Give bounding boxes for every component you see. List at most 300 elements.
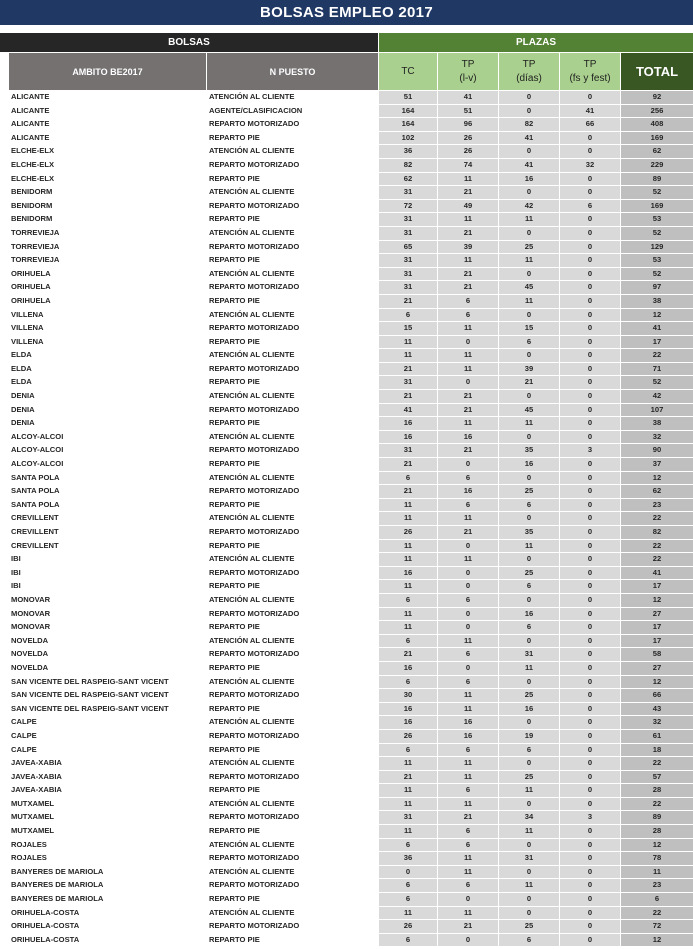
tc-cell: 31 [379, 186, 437, 199]
ambito-cell: BANYERES DE MARIOLA [11, 894, 104, 904]
tp-dias-cell: 31 [499, 852, 559, 865]
total-cell: 11 [621, 866, 693, 879]
tp-dias-cell: 16 [499, 173, 559, 186]
ambito-cell: MUTXAMEL [11, 798, 55, 808]
tp-fs-cell: 0 [560, 730, 620, 743]
tp-lv-cell: 21 [438, 186, 498, 199]
tc-cell: 31 [379, 213, 437, 226]
total-cell: 89 [621, 811, 693, 824]
tp-dias-cell: 11 [499, 213, 559, 226]
total-cell: 22 [621, 553, 693, 566]
table-row [0, 268, 693, 282]
tc-cell: 11 [379, 499, 437, 512]
tc-cell: 31 [379, 227, 437, 240]
tp-lv-cell: 0 [438, 540, 498, 553]
total-cell: 12 [621, 472, 693, 485]
ambito-cell: BENIDORM [11, 200, 53, 210]
tp-fs-cell: 0 [560, 186, 620, 199]
table-row [0, 648, 693, 662]
puesto-cell: REPARTO MOTORIZADO [209, 608, 300, 618]
tp-fs-cell: 0 [560, 322, 620, 335]
total-cell: 32 [621, 431, 693, 444]
tp-fs-cell: 0 [560, 363, 620, 376]
total-cell: 22 [621, 540, 693, 553]
puesto-cell: REPARTO PIE [209, 132, 260, 142]
table-row [0, 553, 693, 567]
puesto-cell: REPARTO MOTORIZADO [209, 282, 300, 292]
total-cell: 58 [621, 648, 693, 661]
tp-fs-cell: 0 [560, 934, 620, 947]
total-cell: 169 [621, 132, 693, 145]
ambito-cell: MUTXAMEL [11, 812, 55, 822]
tp-lv-cell: 0 [438, 934, 498, 947]
ambito-cell: SANTA POLA [11, 486, 60, 496]
tp-lv-cell: 26 [438, 145, 498, 158]
tp-lv-cell: 6 [438, 309, 498, 322]
tc-cell: 16 [379, 431, 437, 444]
puesto-cell: REPARTO PIE [209, 336, 260, 346]
ambito-cell: NOVELDA [11, 649, 49, 659]
tp-lv-cell: 0 [438, 567, 498, 580]
tp-lv-cell: 21 [438, 920, 498, 933]
tc-cell: 31 [379, 444, 437, 457]
tp-dias-cell: 35 [499, 526, 559, 539]
puesto-cell: REPARTO PIE [209, 894, 260, 904]
tp-lv-cell: 11 [438, 349, 498, 362]
tc-cell: 41 [379, 404, 437, 417]
tc-cell: 31 [379, 254, 437, 267]
tp-lv-cell: 6 [438, 594, 498, 607]
tp-lv-cell: 74 [438, 159, 498, 172]
tp-dias-cell: 39 [499, 363, 559, 376]
tc-cell: 11 [379, 825, 437, 838]
tp-fs-cell: 0 [560, 241, 620, 254]
ambito-column-header: AMBITO BE2017 [9, 53, 206, 90]
tc-cell: 11 [379, 757, 437, 770]
tc-cell: 11 [379, 540, 437, 553]
tc-cell: 31 [379, 376, 437, 389]
tp-fs-cell: 0 [560, 173, 620, 186]
tc-cell: 62 [379, 173, 437, 186]
total-cell: 89 [621, 173, 693, 186]
tc-cell: 6 [379, 676, 437, 689]
tp-fs-cell: 0 [560, 295, 620, 308]
table-row [0, 458, 693, 472]
ambito-cell: ORIHUELA-COSTA [11, 934, 80, 944]
tc-cell: 51 [379, 91, 437, 104]
table-row [0, 105, 693, 119]
tp-lv-cell: 6 [438, 676, 498, 689]
tp-dias-cell: 0 [499, 91, 559, 104]
tp-dias-cell: 16 [499, 703, 559, 716]
tp-lv-cell: 6 [438, 648, 498, 661]
tp-dias-cell: 11 [499, 825, 559, 838]
table-row [0, 526, 693, 540]
tc-cell: 164 [379, 105, 437, 118]
npuesto-column-header: N PUESTO [207, 53, 378, 90]
tp-lv-cell: 41 [438, 91, 498, 104]
tp-fs-cell: 0 [560, 281, 620, 294]
puesto-cell: REPARTO MOTORIZADO [209, 486, 300, 496]
tp-lv-cell: 0 [438, 336, 498, 349]
total-cell: 22 [621, 757, 693, 770]
tp-lv-column-header: TP (l-v) [438, 53, 498, 90]
table-row [0, 363, 693, 377]
table-row [0, 703, 693, 717]
tc-cell: 0 [379, 866, 437, 879]
tp-lv-cell: 11 [438, 866, 498, 879]
tp-fs-cell: 0 [560, 635, 620, 648]
ambito-cell: MUTXAMEL [11, 826, 55, 836]
table-row [0, 213, 693, 227]
total-cell: 28 [621, 784, 693, 797]
tp-lv-cell: 6 [438, 839, 498, 852]
tc-cell: 11 [379, 621, 437, 634]
table-row [0, 499, 693, 513]
ambito-cell: ELDA [11, 363, 32, 373]
tp-fs-cell: 0 [560, 91, 620, 104]
table-row [0, 349, 693, 363]
puesto-cell: REPARTO PIE [209, 255, 260, 265]
tp-fs-cell: 0 [560, 132, 620, 145]
tp-fs-cell: 32 [560, 159, 620, 172]
tp-lv-cell: 39 [438, 241, 498, 254]
puesto-cell: REPARTO PIE [209, 173, 260, 183]
tc-cell: 6 [379, 472, 437, 485]
total-cell: 12 [621, 934, 693, 947]
tp-lv-cell: 16 [438, 431, 498, 444]
total-cell: 38 [621, 417, 693, 430]
puesto-cell: REPARTO PIE [209, 703, 260, 713]
tp-lv-cell: 21 [438, 227, 498, 240]
tp-lv-cell: 6 [438, 825, 498, 838]
tp-lv-cell: 11 [438, 907, 498, 920]
tp-lv-cell: 0 [438, 893, 498, 906]
tc-cell: 11 [379, 553, 437, 566]
table-row [0, 145, 693, 159]
ambito-cell: SAN VICENTE DEL RASPEIG-SANT VICENT [11, 690, 169, 700]
tp-fs-cell: 0 [560, 648, 620, 661]
ambito-cell: NOVELDA [11, 635, 49, 645]
puesto-cell: ATENCIÓN AL CLIENTE [209, 717, 295, 727]
tp-dias-cell: 0 [499, 757, 559, 770]
tc-column-header: TC [379, 53, 437, 90]
puesto-cell: ATENCIÓN AL CLIENTE [209, 268, 295, 278]
tp-fs-cell: 0 [560, 458, 620, 471]
tp-dias-cell: 15 [499, 322, 559, 335]
puesto-cell: REPARTO MOTORIZADO [209, 853, 300, 863]
tp-fs-cell: 0 [560, 676, 620, 689]
total-cell: 82 [621, 526, 693, 539]
tc-cell: 72 [379, 200, 437, 213]
puesto-cell: REPARTO PIE [209, 744, 260, 754]
tc-cell: 21 [379, 363, 437, 376]
tp-lv-cell: 6 [438, 472, 498, 485]
table-row [0, 662, 693, 676]
tp-dias-cell: 41 [499, 132, 559, 145]
puesto-cell: REPARTO MOTORIZADO [209, 567, 300, 577]
ambito-cell: VILLENA [11, 309, 44, 319]
table-row [0, 621, 693, 635]
table-row [0, 676, 693, 690]
table-row [0, 186, 693, 200]
tp-dias-cell: 6 [499, 621, 559, 634]
tp-lv-cell: 11 [438, 173, 498, 186]
table-row [0, 920, 693, 934]
total-cell: 17 [621, 580, 693, 593]
puesto-cell: REPARTO PIE [209, 214, 260, 224]
table-row [0, 689, 693, 703]
total-cell: 12 [621, 309, 693, 322]
tp-lv-cell: 6 [438, 784, 498, 797]
ambito-cell: SAN VICENTE DEL RASPEIG-SANT VICENT [11, 676, 169, 686]
ambito-cell: SANTA POLA [11, 499, 60, 509]
tp-fs-cell: 0 [560, 567, 620, 580]
table-row [0, 744, 693, 758]
puesto-cell: REPARTO MOTORIZADO [209, 363, 300, 373]
total-cell: 229 [621, 159, 693, 172]
tp-fs-cell: 41 [560, 105, 620, 118]
tc-cell: 6 [379, 893, 437, 906]
ambito-cell: MONOVAR [11, 622, 51, 632]
tc-cell: 16 [379, 662, 437, 675]
tp-fs-cell: 0 [560, 771, 620, 784]
tp-fs-cell: 0 [560, 920, 620, 933]
tp-dias-cell: 6 [499, 744, 559, 757]
ambito-cell: ELDA [11, 350, 32, 360]
tp-fs-cell: 0 [560, 268, 620, 281]
tp-dias-cell: 0 [499, 553, 559, 566]
tp-lv-cell: 11 [438, 213, 498, 226]
tc-cell: 11 [379, 336, 437, 349]
tc-cell: 36 [379, 852, 437, 865]
tp-fs-cell: 0 [560, 662, 620, 675]
ambito-cell: ORIHUELA-COSTA [11, 907, 80, 917]
tp-dias-cell: 11 [499, 295, 559, 308]
puesto-cell: REPARTO PIE [209, 934, 260, 944]
total-cell: 38 [621, 295, 693, 308]
ambito-cell: TORREVIEJA [11, 255, 60, 265]
tp-dias-column-header: TP (días) [499, 53, 559, 90]
ambito-cell: CALPE [11, 730, 37, 740]
tp-fs-cell: 0 [560, 689, 620, 702]
table-row [0, 227, 693, 241]
tp-dias-cell: 0 [499, 512, 559, 525]
ambito-cell: ELCHE-ELX [11, 146, 55, 156]
tp-dias-cell: 0 [499, 309, 559, 322]
tp-fs-cell: 0 [560, 798, 620, 811]
ambito-cell: ALCOY-ALCOI [11, 445, 64, 455]
ambito-cell: IBI [11, 567, 21, 577]
puesto-cell: ATENCIÓN AL CLIENTE [209, 92, 295, 101]
tp-lv-cell: 21 [438, 390, 498, 403]
puesto-cell: REPARTO MOTORIZADO [209, 649, 300, 659]
table-row [0, 934, 693, 948]
puesto-cell: REPARTO PIE [209, 295, 260, 305]
tp-lv-cell: 26 [438, 132, 498, 145]
puesto-cell: REPARTO PIE [209, 581, 260, 591]
table-row [0, 879, 693, 893]
tp-fs-cell: 0 [560, 499, 620, 512]
total-cell: 78 [621, 852, 693, 865]
ambito-cell: DENIA [11, 418, 35, 428]
tc-cell: 21 [379, 295, 437, 308]
total-cell: 97 [621, 281, 693, 294]
table-body [0, 91, 693, 947]
puesto-cell: REPARTO PIE [209, 785, 260, 795]
tp-lv-cell: 0 [438, 458, 498, 471]
tc-cell: 11 [379, 580, 437, 593]
total-cell: 41 [621, 567, 693, 580]
tp-lv-cell: 21 [438, 281, 498, 294]
tc-cell: 21 [379, 771, 437, 784]
table-row [0, 907, 693, 921]
tp-dias-cell: 11 [499, 879, 559, 892]
puesto-cell: REPARTO PIE [209, 418, 260, 428]
tp-fs-cell: 0 [560, 757, 620, 770]
ambito-cell: ALCOY-ALCOI [11, 431, 64, 441]
tp-fs-cell: 0 [560, 145, 620, 158]
ambito-cell: ROJALES [11, 853, 47, 863]
tp-lv-cell: 11 [438, 417, 498, 430]
ambito-cell: BENIDORM [11, 187, 53, 197]
tp-fs-cell: 0 [560, 309, 620, 322]
tp-fs-cell: 0 [560, 417, 620, 430]
ambito-cell: TORREVIEJA [11, 241, 60, 251]
tp-dias-cell: 25 [499, 771, 559, 784]
puesto-cell: ATENCIÓN AL CLIENTE [209, 635, 295, 645]
tp-lv-cell: 21 [438, 268, 498, 281]
tp-lv-cell: 11 [438, 703, 498, 716]
tc-cell: 11 [379, 784, 437, 797]
puesto-cell: REPARTO PIE [209, 499, 260, 509]
ambito-cell: CALPE [11, 717, 37, 727]
tp-dias-cell: 0 [499, 839, 559, 852]
ambito-cell: ALCOY-ALCOI [11, 459, 64, 469]
total-cell: 41 [621, 322, 693, 335]
total-cell: 23 [621, 879, 693, 892]
table-row [0, 852, 693, 866]
tp-fs-cell: 0 [560, 716, 620, 729]
tp-lv-cell: 0 [438, 662, 498, 675]
tp-dias-cell: 0 [499, 907, 559, 920]
puesto-cell: REPARTO PIE [209, 459, 260, 469]
tp-fs-cell: 0 [560, 254, 620, 267]
tp-dias-cell: 11 [499, 540, 559, 553]
tp-fs-cell: 0 [560, 404, 620, 417]
tp-fs-cell: 0 [560, 540, 620, 553]
tp-dias-cell: 0 [499, 186, 559, 199]
total-cell: 27 [621, 662, 693, 675]
tp-dias-cell: 0 [499, 893, 559, 906]
tp-dias-cell: 6 [499, 499, 559, 512]
ambito-cell: SANTA POLA [11, 472, 60, 482]
tp-fs-cell: 0 [560, 336, 620, 349]
tp-fs-cell: 3 [560, 444, 620, 457]
total-cell: 37 [621, 458, 693, 471]
tp-lv-cell: 21 [438, 404, 498, 417]
puesto-cell: REPARTO MOTORIZADO [209, 445, 300, 455]
total-cell: 43 [621, 703, 693, 716]
tp-dias-cell: 0 [499, 594, 559, 607]
tp-fs-cell: 0 [560, 866, 620, 879]
puesto-cell: ATENCIÓN AL CLIENTE [209, 350, 295, 360]
table-row [0, 390, 693, 404]
puesto-cell: ATENCIÓN AL CLIENTE [209, 758, 295, 768]
total-cell: 6 [621, 893, 693, 906]
table-row [0, 404, 693, 418]
table-row [0, 200, 693, 214]
total-cell: 62 [621, 485, 693, 498]
tc-cell: 6 [379, 879, 437, 892]
tp-dias-cell: 0 [499, 390, 559, 403]
tp-lv-cell: 6 [438, 744, 498, 757]
total-cell: 17 [621, 336, 693, 349]
tp-dias-cell: 0 [499, 105, 559, 118]
table-row [0, 811, 693, 825]
tc-cell: 16 [379, 417, 437, 430]
ambito-cell: BANYERES DE MARIOLA [11, 866, 104, 876]
ambito-cell: ALICANTE [11, 92, 50, 101]
tp-lv-cell: 11 [438, 635, 498, 648]
tc-cell: 31 [379, 281, 437, 294]
tp-lv-cell: 11 [438, 771, 498, 784]
tp-dias-cell: 6 [499, 336, 559, 349]
tc-cell: 11 [379, 907, 437, 920]
total-cell: 66 [621, 689, 693, 702]
total-cell: 71 [621, 363, 693, 376]
ambito-cell: BANYERES DE MARIOLA [11, 880, 104, 890]
ambito-cell: CALPE [11, 744, 37, 754]
tp-fs-cell: 0 [560, 594, 620, 607]
ambito-cell: JAVEA-XABIA [11, 758, 62, 768]
puesto-cell: REPARTO MOTORIZADO [209, 404, 300, 414]
puesto-cell: REPARTO PIE [209, 662, 260, 672]
tp-lv-cell: 11 [438, 363, 498, 376]
puesto-cell: REPARTO PIE [209, 540, 260, 550]
tp-lv-cell: 11 [438, 757, 498, 770]
tc-cell: 65 [379, 241, 437, 254]
tp-dias-cell: 0 [499, 798, 559, 811]
table-row [0, 431, 693, 445]
ambito-cell: ORIHUELA [11, 295, 51, 305]
tp-fs-cell: 0 [560, 825, 620, 838]
puesto-cell: REPARTO PIE [209, 826, 260, 836]
table-row [0, 825, 693, 839]
table-row [0, 757, 693, 771]
total-cell: 92 [621, 91, 693, 104]
tp-fs-cell: 0 [560, 839, 620, 852]
tp-fs-cell: 0 [560, 852, 620, 865]
puesto-cell: REPARTO MOTORIZADO [209, 730, 300, 740]
tp-dias-cell: 25 [499, 241, 559, 254]
table-row [0, 254, 693, 268]
ambito-cell: CREVILLENT [11, 513, 59, 523]
table-row [0, 635, 693, 649]
tc-cell: 31 [379, 268, 437, 281]
total-cell: 22 [621, 512, 693, 525]
tp-dias-cell: 11 [499, 784, 559, 797]
tp-dias-cell: 6 [499, 580, 559, 593]
table-row [0, 594, 693, 608]
ambito-cell: ALICANTE [11, 119, 50, 129]
tp-fs-cell: 0 [560, 621, 620, 634]
table-row [0, 118, 693, 132]
total-cell: 72 [621, 920, 693, 933]
tp-dias-cell: 0 [499, 716, 559, 729]
puesto-cell: ATENCIÓN AL CLIENTE [209, 907, 295, 917]
tp-lv-cell: 0 [438, 621, 498, 634]
